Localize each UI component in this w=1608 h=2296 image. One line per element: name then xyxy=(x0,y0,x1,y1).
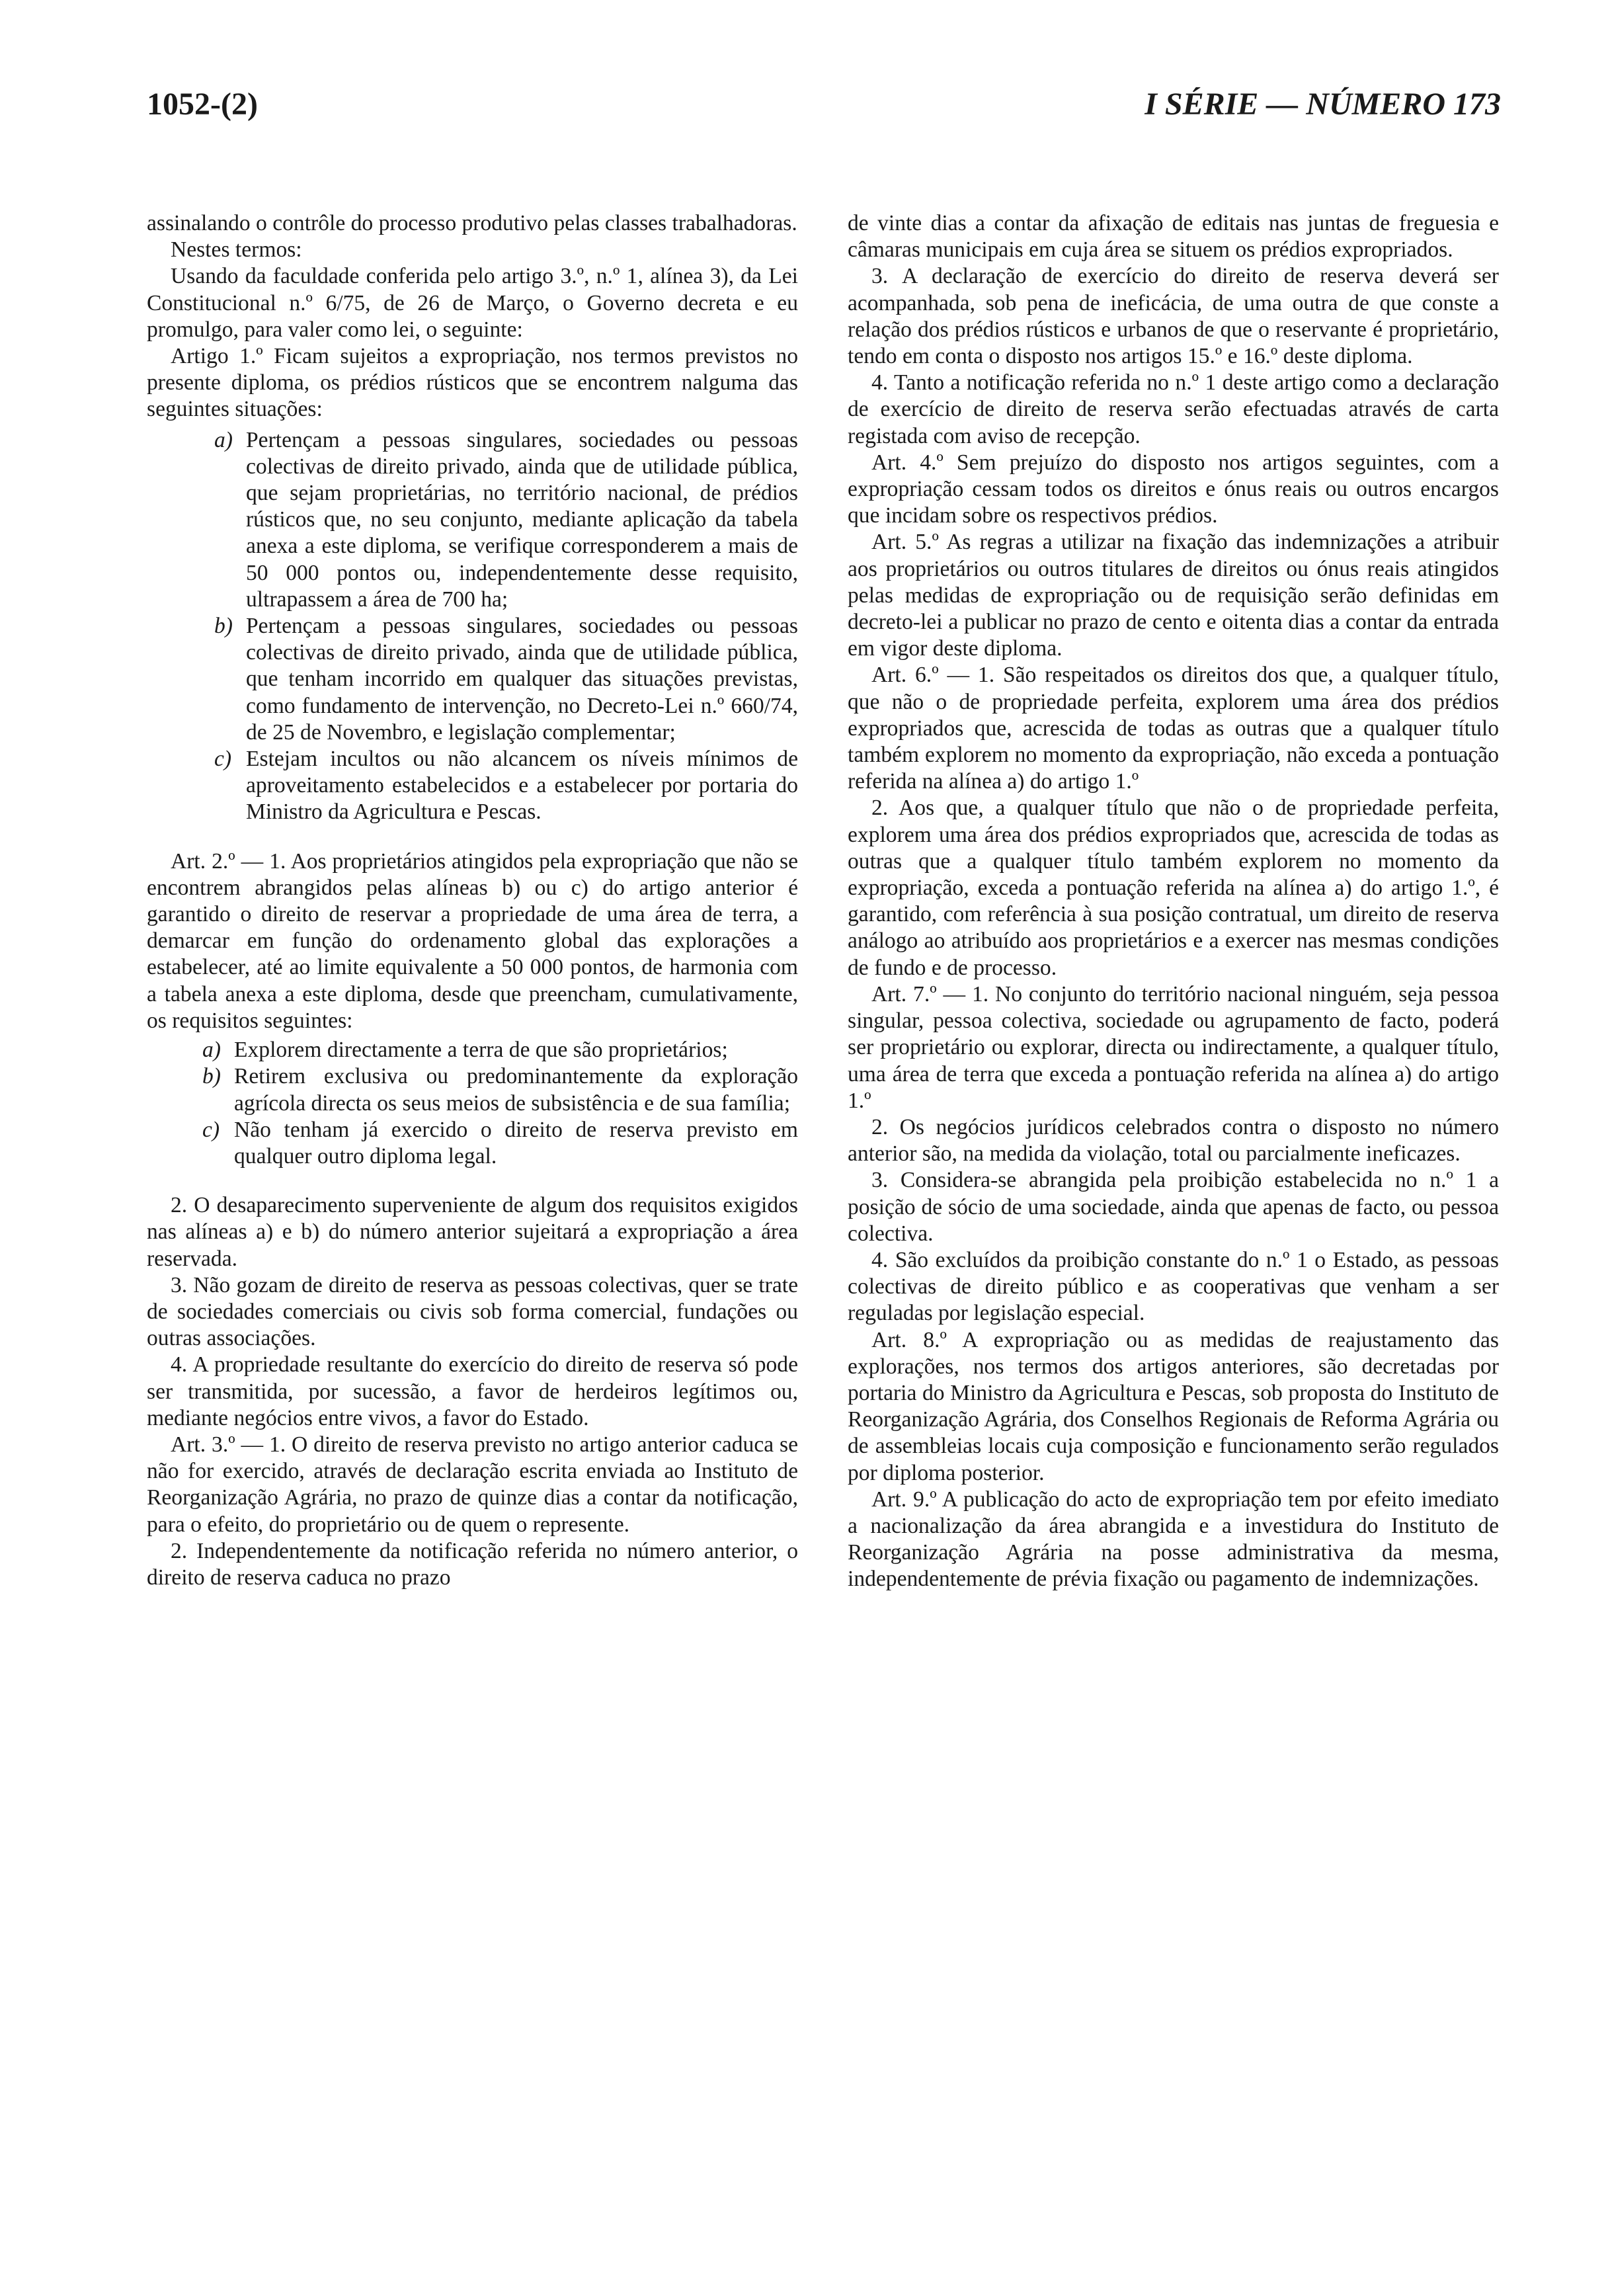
page-number: 1052-(2) xyxy=(147,87,258,122)
left-column xyxy=(147,210,798,1591)
item-letter: c) xyxy=(214,747,232,772)
item-text: Estejam incultos ou não alcancem os níveis mínimos de aproveitamento estabelecidos e a estabelecer por portaria do Ministro da Agricultura e Pescas. xyxy=(246,747,798,825)
paragraph: de vinte dias a contar da afixação de editais nas juntas de freguesia e câmaras municipais em cuja área se situem os prédios expropriados. xyxy=(848,211,1499,263)
item-letter: c) xyxy=(202,1117,220,1142)
article-2: Art. 2.º — 1. Aos proprietários atingidos pela expropriação que não se encontrem abrangidos pelas alíneas b) ou c) do artigo anterior é garantido o direito de reservar a propriedade de uma área de terra, a demarcar em função do ordenamento global das explorações a estabelecer, até ao limite equivalente a 50 000 pontos, de harmonia com a tabela anexa a este diploma, desde que preencham, cumulativamente, os requisitos seguintes: xyxy=(147,848,798,1033)
paragraph: Usando da faculdade conferida pelo artigo 3.º, n.º 1, alínea 3), da Lei Constitucional n.º 6/75, de 26 de Março, o Governo decreta e eu promulgo, para valer como lei, o seguinte: xyxy=(147,264,798,342)
list-item xyxy=(214,746,798,826)
paragraph: 2. Aos que, a qualquer título que não o de propriedade perfeita, explorem uma área dos prédios expropriados que, acrescida de todas as outras que a qualquer título também explorem no momento da expropriação, exceda a pontuação referida na alínea a) do artigo 1.º, é garantido, com referência à sua posição contratual, um direito de reserva análogo ao atribuído aos proprietários e a exercer nas mesmas condições de fundo e de processo. xyxy=(848,796,1499,980)
article-6: Art. 6.º — 1. São respeitados os direitos dos que, a qualquer título, que não o de propriedade perfeita, explorem uma área dos prédios expropriados que, acrescida de todas as outras que a qualquer título também explorem no momento da expropriação, não exceda a pontuação referida na alínea a) do artigo 1.º xyxy=(848,663,1499,794)
list-item xyxy=(202,1117,798,1170)
paragraph: 4. A propriedade resultante do exercício do direito de reserva só pode ser transmitida, por sucessão, a favor de herdeiros legítimos ou, mediante negócios entre vivos, a favor do Estado. xyxy=(147,1352,798,1430)
paragraph: Nestes termos: xyxy=(171,237,302,263)
article-1-items xyxy=(147,427,798,826)
paragraph: assinalando o contrôle do processo produtivo pelas classes trabalhadoras. xyxy=(147,211,797,235)
page-header xyxy=(147,86,1501,126)
paragraph: 3. Considera-se abrangida pela proibição estabelecida no n.º 1 a posição de sócio de uma sociedade, ainda que apenas de facto, ou pessoa colectiva. xyxy=(848,1168,1499,1246)
list-item xyxy=(202,1063,798,1116)
paragraph: 4. Tanto a notificação referida no n.º 1 deste artigo como a declaração de exercício de direito de reserva serão efectuadas através de carta registada com aviso de recepção. xyxy=(848,370,1499,448)
article-8: Art. 8.º A expropriação ou as medidas de reajustamento das explorações, nos termos dos artigos anteriores, são decretadas por portaria do Ministro da Agricultura e Pescas, sob proposta do Instituto de Reorganização Agrária, dos Conselhos Regionais de Reforma Agrária ou de assembleias locais cuja composição e funcionamento serão regulados por diploma posterior. xyxy=(848,1327,1499,1485)
item-text: Pertençam a pessoas singulares, sociedades ou pessoas colectivas de direito privado, ainda que de utilidade pública, que sejam proprietárias, no território nacional, de prédios rústicos que, no seu conjunto, mediante aplicação da tabela anexa a este diploma, se verifique corresponderem a mais de 50 000 pontos ou, independentemente desse requisito, ultrapassem a área de 700 ha; xyxy=(246,427,798,612)
article-1: Artigo 1.º Ficam sujeitos a expropriação, nos termos previstos no presente diploma, os prédios rústicos que se encontrem nalguma das seguintes situações: xyxy=(147,344,798,422)
list-item xyxy=(202,1037,798,1063)
paragraph: 2. Os negócios jurídicos celebrados contra o disposto no número anterior são, na medida da violação, total ou parcialmente ineficazes. xyxy=(848,1114,1499,1167)
item-text: Pertençam a pessoas singulares, sociedades ou pessoas colectivas de direito privado, ainda que de utilidade pública, que tenham incorrido em qualquer das situações previstas, como fundamento de intervenção, no Decreto-Lei n.º 660/74, de 25 de Novembro, e legislação complementar; xyxy=(246,614,798,745)
item-text: Retirem exclusiva ou predominantemente da exploração agrícola directa os seus meios de subsistência e de sua família; xyxy=(234,1064,798,1116)
item-text: Explorem directamente a terra de que são proprietários; xyxy=(234,1038,728,1063)
list-item xyxy=(214,427,798,613)
article-3: Art. 3.º — 1. O direito de reserva previsto no artigo anterior caduca se não for exercido, através de declaração escrita enviada ao Instituto de Reorganização Agrária, no prazo de quinze dias a contar da notificação, para o efeito, do proprietário ou de quem o represente. xyxy=(147,1432,798,1537)
item-text: Não tenham já exercido o direito de reserva previsto em qualquer outro diploma legal. xyxy=(234,1117,798,1168)
article-9: Art. 9.º A publicação do acto de expropriação tem por efeito imediato a nacionalização da área abrangida e a investidura do Instituto de Reorganização Agrária na posse administrativa da mesma, independentemente de prévia fixação ou pagamento de indemnizações. xyxy=(848,1487,1499,1592)
article-7: Art. 7.º — 1. No conjunto do território nacional ninguém, seja pessoa singular, pessoa colectiva, sociedade ou agrupamento de facto, poderá ser proprietário ou explorar, directa ou indirectamente, a qualquer título, uma área de terra que exceda a pontuação referida na alínea a) do artigo 1.º xyxy=(848,981,1499,1113)
paragraph: 2. Independentemente da notificação referida no número anterior, o direito de reserva caduca no prazo xyxy=(147,1538,798,1590)
article-4: Art. 4.º Sem prejuízo do disposto nos artigos seguintes, com a expropriação cessam todos os direitos e ónus reais ou outros encargos que incidam sobre os respectivos prédios. xyxy=(848,450,1499,528)
list-item xyxy=(214,613,798,746)
article-5: Art. 5.º As regras a utilizar na fixação das indemnizações a atribuir aos proprietários ou outros titulares de direitos ou ónus reais atingidos pelas medidas de expropriação ou de requisição serão definidas em decreto-lei a publicar no prazo de cento e oitenta dias a contar da entrada em vigor deste diploma. xyxy=(848,530,1499,661)
right-column xyxy=(848,210,1499,1593)
paragraph: 2. O desaparecimento superveniente de algum dos requisitos exigidos nas alíneas a) e b) do número anterior sujeitará a expropriação a área reservada. xyxy=(147,1193,798,1271)
paragraph: 3. Não gozam de direito de reserva as pessoas colectivas, quer se trate de sociedades comerciais ou civis sob forma comercial, fundações ou outras associações. xyxy=(147,1272,798,1351)
item-letter: b) xyxy=(214,614,233,639)
paragraph: 4. São excluídos da proibição constante do n.º 1 o Estado, as pessoas colectivas de direito público e as cooperativas que venham a ser reguladas por legislação especial. xyxy=(848,1247,1499,1326)
item-letter: b) xyxy=(202,1064,221,1089)
article-2-items xyxy=(147,1037,798,1170)
paragraph: 3. A declaração de exercício do direito de reserva deverá ser acompanhada, sob pena de ineficácia, de uma outra de que conste a relação dos prédios rústicos e urbanos de que o reservante é proprietário, tendo em conta o disposto nos artigos 15.º e 16.º deste diploma. xyxy=(848,264,1499,369)
item-letter: a) xyxy=(202,1038,221,1063)
item-letter: a) xyxy=(214,427,233,452)
series-number: I SÉRIE — NÚMERO 173 xyxy=(1145,87,1501,122)
